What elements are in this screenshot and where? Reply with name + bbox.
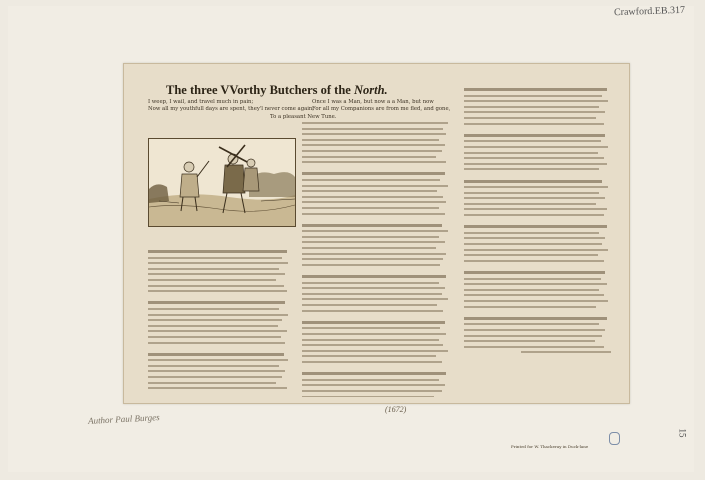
- shelf-mark: Crawford.EB.317: [613, 4, 686, 19]
- imprint-line: Printed for W. Thackeray in Duck-lane: [511, 444, 589, 449]
- verse-column-1: [148, 250, 294, 395]
- verse-column-2: [302, 122, 454, 397]
- subtitle-line: I weep, I wail, and travel much in pain;: [148, 99, 254, 105]
- verse-column-3: [464, 88, 614, 418]
- page-number: 15: [677, 428, 688, 438]
- library-stamp: [609, 432, 620, 445]
- title-italic: North.: [353, 83, 388, 97]
- subtitle-line: Once I was a Man, but now a a Man, but now: [312, 99, 434, 105]
- date-note: (1672): [385, 405, 407, 414]
- subtitle-line: Now all my youthfull days are spent, they'l never come again;: [148, 106, 315, 112]
- subtitle-line: For all my Companions are from me fled, and gone,: [312, 106, 451, 112]
- broadside-title: [166, 83, 388, 98]
- author-note: Author Paul Burges: [87, 412, 160, 426]
- subtitle-line: To a pleasant New Tune.: [270, 114, 337, 120]
- woodcut-illustration: [148, 138, 296, 227]
- woodcut-drawing: [149, 139, 295, 226]
- title-main: The three VVorthy Butchers of the: [166, 83, 351, 97]
